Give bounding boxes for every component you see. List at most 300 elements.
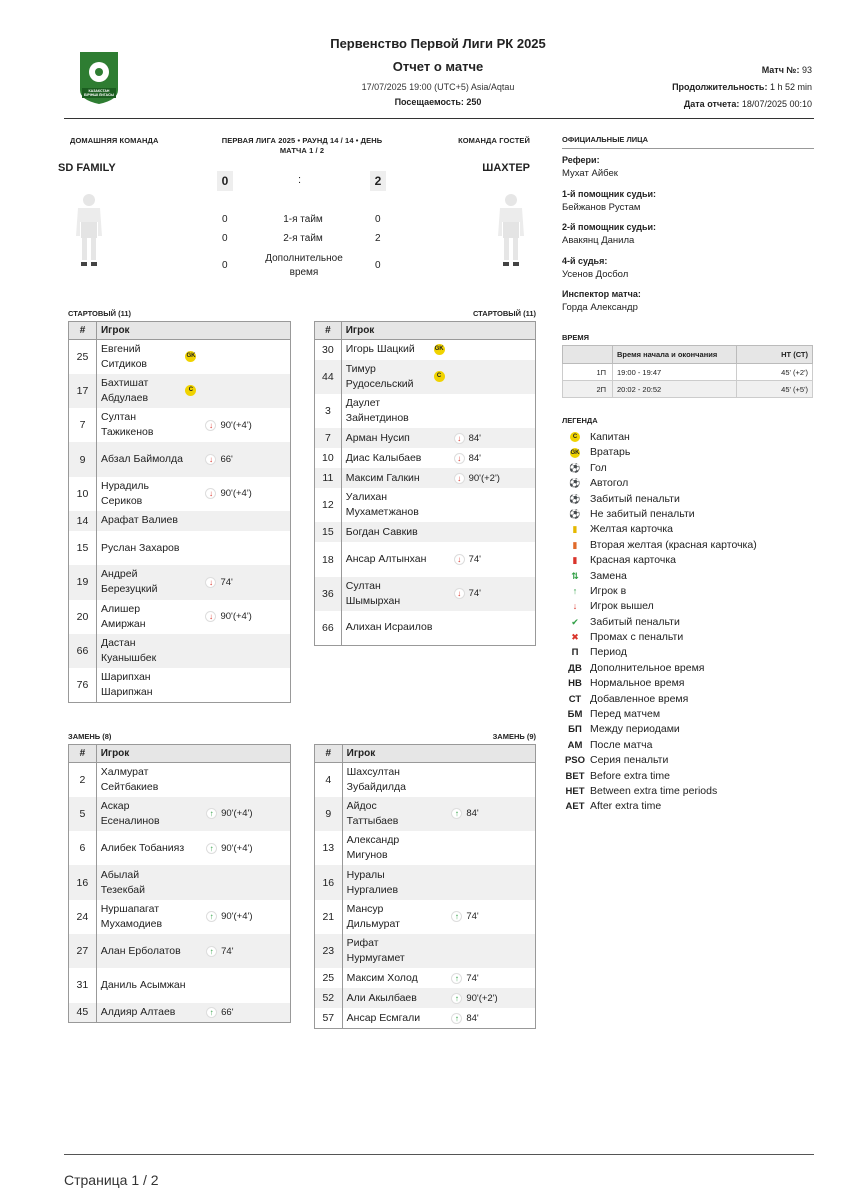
official-entry	[562, 289, 814, 323]
player-in-icon: ↑	[206, 946, 217, 957]
legend-label: Капитан	[590, 431, 630, 443]
legend-item	[562, 738, 814, 753]
match-number-value: 93	[801, 65, 812, 75]
table-row	[315, 448, 536, 468]
away-subs-label: ЗАМЕНЬ (9)	[492, 732, 536, 741]
legend-label: Дополнительное время	[590, 661, 705, 674]
badge-icon	[562, 430, 588, 445]
badge-icon	[562, 445, 588, 460]
player-number: 5	[69, 797, 97, 831]
legend-glyph: AET	[565, 801, 585, 813]
player-name: Шарипхан Шарипжан	[100, 671, 153, 699]
player-name: Игорь Шацкий	[345, 343, 415, 356]
officials-divider	[562, 148, 814, 149]
player-name: Шахсултан Зубайдилда	[346, 765, 406, 793]
player-out-icon: ↓	[205, 577, 216, 588]
player-event	[431, 831, 535, 865]
player-number: 9	[315, 797, 343, 831]
check-icon	[562, 615, 588, 630]
time-col-period	[563, 346, 613, 364]
official-name: Усенов Досбол	[562, 268, 629, 280]
col-number: #	[69, 745, 97, 763]
player-event	[185, 511, 290, 531]
legend-glyph: БП	[568, 724, 582, 736]
legend-glyph: ДВ	[568, 662, 582, 674]
legend-item	[562, 630, 814, 645]
legend-item	[562, 507, 814, 522]
player-name: Александр Мигунов	[346, 834, 400, 862]
goalkeeper-badge: GK	[185, 351, 196, 362]
abbreviation	[562, 753, 588, 768]
report-date	[572, 96, 812, 113]
legend-label: Красная карточка	[590, 554, 676, 567]
time-table	[562, 345, 813, 398]
player-name: Алибек Тобанияз	[100, 841, 185, 854]
official-role: 2-й помощник судьи:	[562, 222, 657, 232]
player-name: Абылай Тезекбай	[96, 865, 186, 899]
player-name: Аскар Есеналинов	[96, 797, 186, 831]
player-name: Али Акылбаев	[342, 988, 431, 1008]
col-number: #	[315, 322, 342, 340]
player-number: 9	[69, 442, 97, 476]
legend-glyph: BET	[565, 770, 585, 782]
player-name: Андрей Березуцкий	[96, 565, 185, 599]
legend-glyph: ↑	[572, 585, 578, 596]
score-separator: :	[298, 174, 302, 186]
legend-label: После матча	[590, 738, 653, 751]
player-number: 7	[69, 408, 97, 442]
table-row	[69, 565, 291, 599]
event-minute: 84'	[466, 808, 479, 820]
player-out-icon: ↓	[454, 588, 465, 599]
official-name: Бейжанов Рустам	[562, 201, 641, 213]
own-goal-icon	[562, 476, 588, 491]
abbreviation	[562, 722, 588, 737]
player-event	[434, 394, 536, 428]
player-number: 23	[315, 934, 343, 968]
player-number: 45	[69, 1003, 97, 1023]
report-subtitle: Отчет о матче	[392, 59, 484, 74]
col-player: Игрок	[342, 745, 535, 763]
player-out-icon: ↓	[454, 433, 465, 444]
player-in-icon: ↑	[451, 911, 462, 922]
col-player: Игрок	[341, 322, 535, 340]
legend-label: Нормальное время	[590, 677, 685, 690]
logo-text: КАЗАКСТАН БІРІНШІ ЛИГАСЫ	[84, 89, 114, 97]
time-ht: 45' (+2')	[737, 364, 813, 381]
player-number: 24	[69, 900, 97, 934]
attendance	[250, 97, 626, 107]
legend-heading: ЛЕГЕНДА	[562, 416, 598, 425]
away-kit-icon	[496, 192, 526, 262]
time-col-ht: HT (СТ)	[737, 346, 813, 364]
player-name: Халмурат Сейтбакиев	[100, 765, 159, 793]
attendance-label: Посещаемость:	[394, 97, 464, 107]
yellow-card-icon	[562, 522, 588, 537]
player-number: 36	[315, 577, 342, 611]
table-row	[69, 374, 291, 408]
table-row	[69, 511, 291, 531]
table-row	[69, 797, 291, 831]
legend-label: Between extra time periods	[590, 784, 718, 797]
legend-item	[562, 430, 814, 445]
abbreviation	[562, 799, 588, 814]
legend-glyph: ⚽	[569, 508, 581, 519]
table-row	[315, 488, 536, 522]
legend-item	[562, 445, 814, 460]
official-name: Мухат Айбек	[562, 168, 618, 179]
period-home-score: 0	[222, 214, 228, 225]
report-title: Первенство Первой Лиги РК 2025	[330, 36, 546, 51]
player-event	[431, 865, 535, 899]
player-name: Нуралы Нургалиев	[342, 865, 431, 899]
player-name: Ансар Есмгали	[346, 1011, 421, 1024]
legend-label: Гол	[590, 461, 607, 474]
legend-item	[562, 676, 814, 691]
period-home-score: 0	[222, 260, 228, 271]
event-minute: 66'	[221, 1006, 234, 1018]
officials-list	[562, 155, 814, 323]
event-minute: 90'(+4')	[220, 419, 252, 431]
player-in-icon	[562, 584, 588, 599]
player-number: 4	[315, 763, 343, 797]
legend-glyph: ▮	[572, 539, 578, 550]
legend-item	[562, 461, 814, 476]
legend-label: Забитый пенальти	[590, 615, 680, 628]
legend-item	[562, 492, 814, 507]
event-minute: 90'(+4')	[221, 808, 253, 820]
home-subs-table	[68, 744, 291, 1023]
table-row	[315, 468, 536, 488]
player-name: Даулет Зайнетдинов	[345, 396, 409, 424]
home-starting-label: СТАРТОВЫЙ (11)	[68, 309, 132, 318]
player-event	[185, 668, 290, 702]
page-number: Страница 1 / 2	[64, 1172, 159, 1188]
legend-glyph: НВ	[568, 678, 582, 690]
player-event	[185, 477, 290, 511]
player-number: 2	[69, 763, 97, 797]
legend-label: Промах с пенальти	[590, 631, 684, 644]
player-event	[185, 374, 290, 408]
legend-label: Не забитый пенальти	[590, 507, 695, 520]
round-label: ПЕРВАЯ ЛИГА 2025 • РАУНД 14 / 14 • ДЕНЬ МАТЧА 1 / 2	[221, 136, 383, 155]
legend-item	[562, 753, 814, 768]
legend-glyph: ✔	[571, 616, 579, 627]
col-player: Игрок	[96, 745, 290, 763]
player-name: Султан Шымырхан	[341, 577, 433, 611]
event-minute: 74'	[468, 554, 481, 566]
player-event	[185, 531, 290, 565]
official-role: Инспектор матча:	[562, 289, 641, 299]
player-event	[431, 1008, 535, 1028]
player-number: 19	[69, 565, 97, 599]
player-in-icon: ↑	[451, 993, 462, 1004]
legend-item	[562, 615, 814, 630]
period-label: Дополнительное время	[265, 253, 343, 278]
legend-item	[562, 569, 814, 584]
player-event	[431, 934, 535, 968]
goalkeeper-badge: GK	[434, 344, 445, 355]
player-number: 16	[69, 865, 97, 899]
player-event	[434, 542, 536, 576]
player-name: Максим Холод	[346, 971, 418, 984]
player-in-icon: ↑	[451, 1013, 462, 1024]
goal-icon	[562, 461, 588, 476]
away-team-name: ШАХТЕР	[482, 162, 530, 174]
legend-item	[562, 692, 814, 707]
legend-label: Игрок в	[590, 584, 627, 597]
event-minute: 84'	[468, 432, 481, 444]
official-entry	[562, 222, 814, 256]
player-event	[186, 797, 290, 831]
player-event	[431, 763, 535, 797]
abbreviation	[562, 784, 588, 799]
player-number: 76	[69, 668, 97, 702]
player-event	[185, 408, 290, 442]
player-name: Ансар Алтынхан	[345, 553, 427, 566]
legend-item	[562, 722, 814, 737]
captain-badge: C	[434, 371, 445, 382]
official-name: Горда Александр	[562, 302, 638, 313]
legend-item	[562, 599, 814, 614]
player-number: 17	[69, 374, 97, 408]
player-event	[434, 522, 536, 542]
abbreviation	[562, 645, 588, 660]
player-name: Даниль Асымжан	[100, 978, 186, 991]
legend-item	[562, 553, 814, 568]
table-row	[315, 934, 536, 968]
time-heading: ВРЕМЯ	[562, 333, 590, 342]
table-row	[315, 1008, 536, 1028]
event-minute: 74'	[466, 911, 479, 923]
player-name: Султан Тажикенов	[100, 411, 154, 439]
legend-item	[562, 476, 814, 491]
player-number: 13	[315, 831, 343, 865]
legend-item	[562, 769, 814, 784]
away-score: 2	[370, 171, 386, 191]
duration-value: 1 h 52 min	[769, 82, 812, 92]
legend-item	[562, 799, 814, 814]
player-number: 15	[315, 522, 342, 542]
table-row	[69, 477, 291, 511]
table-row	[315, 988, 536, 1008]
captain-badge: C	[185, 385, 196, 396]
player-event	[186, 900, 290, 934]
col-number: #	[315, 745, 343, 763]
away-starting-label: СТАРТОВЫЙ (11)	[472, 309, 536, 318]
home-score: 0	[217, 171, 233, 191]
time-row	[563, 364, 813, 381]
event-minute: 84'	[468, 452, 481, 464]
legend-glyph: ↓	[572, 601, 578, 612]
legend-label: Вторая желтая (красная карточка)	[590, 538, 757, 551]
player-number: 31	[69, 968, 97, 1002]
player-event	[185, 340, 290, 374]
table-row	[69, 900, 291, 934]
player-name: Нуршапагат Мухамодиев	[100, 902, 163, 930]
penalty-miss-icon	[562, 507, 588, 522]
player-name: Алихан Исраилов	[345, 621, 433, 634]
player-event	[434, 340, 536, 360]
match-meta	[572, 62, 812, 113]
player-event	[186, 831, 290, 865]
cross-icon	[562, 630, 588, 645]
player-out-icon	[562, 599, 588, 614]
event-minute: 74'	[466, 972, 479, 984]
table-row	[69, 634, 291, 668]
player-name: Дастан Куанышбек	[96, 634, 185, 668]
time-period: 2П	[563, 381, 613, 398]
time-row	[563, 381, 813, 398]
player-name: Евгений Ситдиков	[100, 342, 148, 370]
legend-list	[562, 430, 814, 815]
period-label: 2-я тайм	[283, 233, 323, 244]
legend-glyph: ⚽	[569, 478, 581, 489]
player-name: Мансур Дильмурат	[346, 902, 400, 930]
player-number: 10	[315, 448, 342, 468]
table-row	[315, 763, 536, 797]
official-entry	[562, 189, 814, 223]
table-row	[69, 668, 291, 702]
report-header	[250, 36, 626, 107]
table-row	[315, 577, 536, 611]
legend-badge: C	[570, 432, 580, 442]
player-out-icon: ↓	[205, 420, 216, 431]
table-row	[315, 968, 536, 988]
home-team-name: SD FAMILY	[58, 162, 116, 174]
legend-label: Серия пенальти	[590, 754, 669, 767]
table-row	[69, 442, 291, 476]
player-number: 66	[69, 634, 97, 668]
player-number: 30	[315, 340, 342, 360]
legend-label: Игрок вышел	[590, 600, 654, 613]
event-minute: 90'(+4')	[220, 488, 252, 500]
legend-glyph: ⚽	[569, 462, 581, 473]
official-name: Авакянц Данила	[562, 235, 635, 246]
col-number: #	[69, 322, 97, 340]
player-number: 25	[69, 340, 97, 374]
period-home-score: 0	[222, 233, 228, 244]
legend-item	[562, 645, 814, 660]
table-header-row	[69, 745, 291, 763]
abbreviation	[562, 676, 588, 691]
legend-glyph: П	[571, 647, 579, 659]
player-in-icon: ↑	[206, 808, 217, 819]
table-row	[315, 797, 536, 831]
table-row	[69, 531, 291, 565]
footer-divider	[64, 1154, 814, 1155]
player-number: 11	[315, 468, 342, 488]
official-role: 4-й судья:	[562, 255, 608, 266]
abbreviation	[562, 692, 588, 707]
player-number: 3	[315, 394, 342, 428]
legend-label: Перед матчем	[590, 708, 661, 721]
player-name: Уалихан Мухаметжанов	[345, 491, 419, 519]
attendance-value: 250	[466, 97, 482, 107]
player-event	[186, 1003, 290, 1023]
player-number: 44	[315, 360, 342, 394]
player-event	[185, 600, 290, 634]
player-name: Нурадиль Сериков	[100, 479, 149, 507]
player-event	[431, 900, 535, 934]
player-event	[434, 488, 536, 522]
player-in-icon: ↑	[206, 1007, 217, 1018]
player-name: Арафат Валиев	[96, 511, 185, 531]
player-number: 12	[315, 488, 342, 522]
table-row	[69, 968, 291, 1002]
legend-label: Добавленное время	[590, 692, 689, 705]
legend-label: Период	[590, 646, 627, 659]
legend-badge: GK	[570, 449, 580, 456]
player-event	[434, 611, 536, 645]
legend-glyph: PSO	[564, 755, 586, 767]
period-away-score: 2	[375, 233, 381, 244]
player-number: 18	[315, 542, 342, 576]
table-row	[315, 542, 536, 576]
legend-label: After extra time	[590, 800, 662, 813]
match-datetime: 17/07/2025 19:00 (UTC+5) Asia/Aqtau	[361, 82, 515, 92]
legend-label: Замена	[590, 569, 627, 582]
period-label: 1-я тайм	[283, 214, 323, 225]
table-row	[315, 900, 536, 934]
home-subs-label: ЗАМЕНЬ (8)	[68, 732, 112, 741]
table-row	[315, 428, 536, 448]
event-minute: 90'(+4')	[221, 911, 253, 923]
table-row	[69, 865, 291, 899]
event-minute: 90'(+4')	[220, 611, 252, 623]
official-entry	[562, 155, 814, 189]
player-name: Арман Нусип	[341, 428, 433, 448]
player-name: Айдос Таттыбаев	[342, 797, 431, 831]
legend-label: Автогол	[590, 477, 629, 490]
legend-item	[562, 522, 814, 537]
away-team-label: КОМАНДА ГОСТЕЙ	[458, 136, 530, 145]
table-header-row	[315, 322, 536, 340]
penalty-goal-icon	[562, 492, 588, 507]
table-row	[315, 340, 536, 360]
legend-item	[562, 784, 814, 799]
col-player: Игрок	[96, 322, 290, 340]
legend-glyph: ✖	[571, 632, 579, 643]
player-event	[434, 448, 536, 468]
player-in-icon: ↑	[451, 808, 462, 819]
legend-label: Желтая карточка	[590, 523, 674, 536]
legend-item	[562, 661, 814, 676]
legend-glyph: СТ	[568, 693, 582, 705]
player-in-icon: ↑	[451, 973, 462, 984]
legend-glyph: АМ	[567, 739, 583, 751]
player-number: 25	[315, 968, 343, 988]
period-away-score: 0	[375, 260, 381, 271]
player-name: Бахтишат Абдулаев	[96, 374, 185, 408]
report-date-value: 18/07/2025 00:10	[741, 99, 812, 109]
match-duration	[572, 79, 812, 96]
duration-label: Продолжительность:	[672, 82, 768, 92]
event-minute: 90'(+4')	[221, 842, 253, 854]
player-number: 16	[315, 865, 343, 899]
player-in-icon: ↑	[206, 911, 217, 922]
substitution-icon	[562, 569, 588, 584]
legend-glyph: ⚽	[569, 493, 581, 504]
table-row	[69, 600, 291, 634]
player-in-icon: ↑	[206, 843, 217, 854]
player-name: Алан Ерболатов	[96, 934, 186, 968]
away-starting-table	[314, 321, 536, 646]
legend-glyph: БМ	[567, 709, 583, 721]
player-name: Алдияр Алтаев	[96, 1003, 186, 1023]
player-event	[186, 968, 290, 1002]
player-event	[431, 797, 535, 831]
